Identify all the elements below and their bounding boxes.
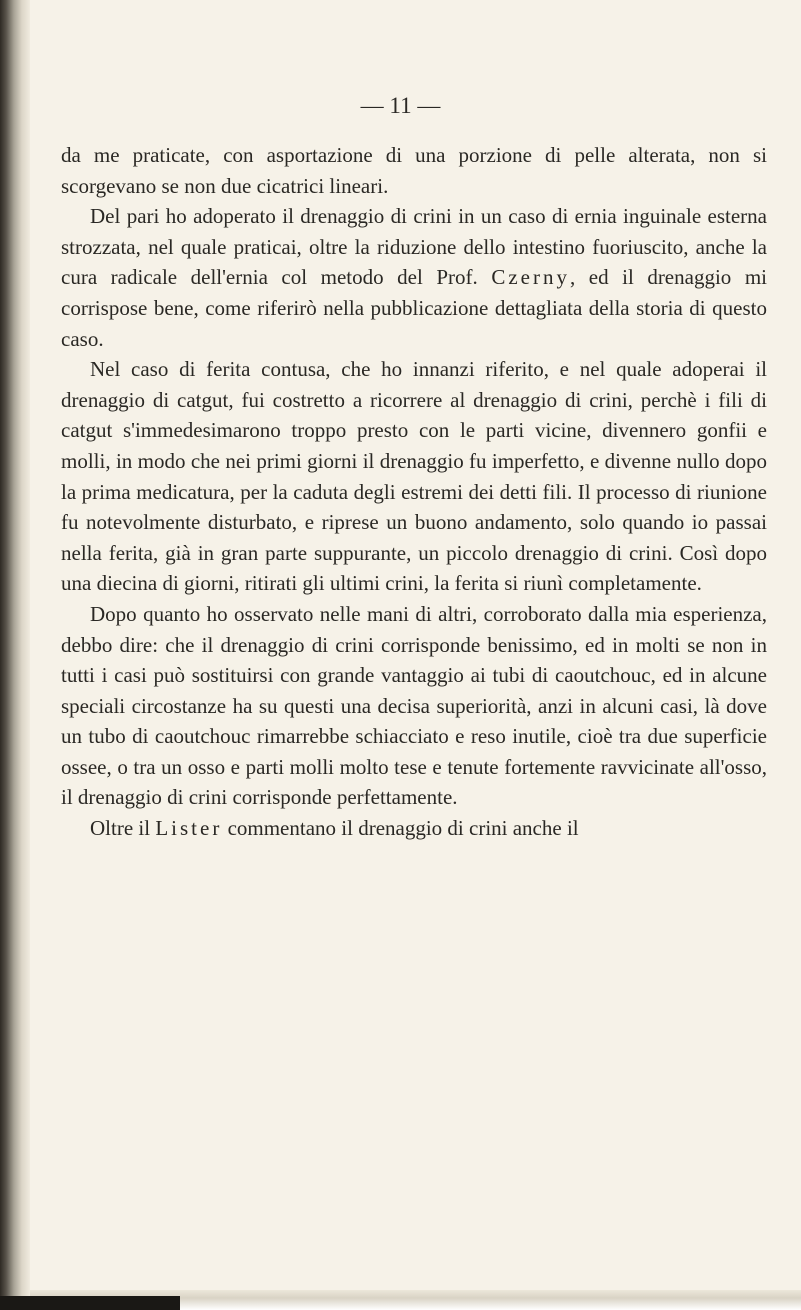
paragraph-2-text-after: , ed il drenaggio mi corrispose bene, come riferirò nella pubblicazione dettagliata della storia di questo caso. <box>61 265 767 351</box>
paragraph-2-text-before: Del pari ho adoperato il drenaggio di crini in un caso di ernia inguinale esterna strozzata, nel quale praticai, oltre la riduzione dello intestino fuoriuscito, anche la cura radicale dell'ernia col metodo del Prof. <box>61 204 767 290</box>
page-number: — 11 — <box>360 93 441 118</box>
paragraph-5-text-after: commentano il drenaggio di crini anche il <box>227 816 579 841</box>
paragraph-2 <box>61 201 767 354</box>
paragraph-3 <box>61 354 767 599</box>
paragraph-5 <box>61 813 767 844</box>
paragraph-1-text: da me praticate, con asportazione di una porzione di pelle alterata, non si scorgevano se non due cicatrici lineari. <box>61 143 767 198</box>
paragraph-4 <box>61 599 767 813</box>
paragraph-5-text-before: Oltre il <box>90 816 151 841</box>
book-binding-edge <box>0 0 30 1310</box>
body-text <box>61 140 767 844</box>
paragraph-4-text: Dopo quanto ho osservato nelle mani di altri, corroborato dalla mia esperienza, debbo dire: che il drenaggio di crini corrisponde benissimo, ed in molti se non in tutti i casi può sostituirsi con grande vantaggio ai tubi di caoutchouc, ed in alcune speciali circostanze ha su questi una decisa superiorità, anzi in alcuni casi, là dove un tubo di caoutchouc rimarrebbe schiacciato e reso inutile, cioè tra due superficie ossee, o tra un osso e parti molli molto tese e tenute fortemente ravvicinate all'osso, il drenaggio di crini corrisponde perfettamente. <box>61 601 767 810</box>
paragraph-1 <box>61 140 767 201</box>
name-lister: Lister <box>155 816 223 841</box>
scan-edge-mark <box>0 1296 180 1310</box>
paragraph-3-text: Nel caso di ferita contusa, che ho innanzi riferito, e nel quale adoperai il drenaggio di catgut, fui costretto a ricorrere al drenaggio di crini, perchè i fili di catgut s'immedesimarono troppo presto con le parti vicine, divennero gonfii e molli, in modo che nei primi giorni il drenaggio fu imperfetto, e divenne nullo dopo la prima medicatura, per la caduta degli estremi dei detti fili. Il processo di riunione fu notevolmente disturbato, e riprese un buono andamento, solo quando io passai nella ferita, già in gran parte suppurante, un piccolo drenaggio di crini. Così dopo una diecina di giorni, ritirati gli ultimi crini, la ferita si riunì completamente. <box>61 357 767 596</box>
name-czerny: Czerny <box>491 265 570 290</box>
